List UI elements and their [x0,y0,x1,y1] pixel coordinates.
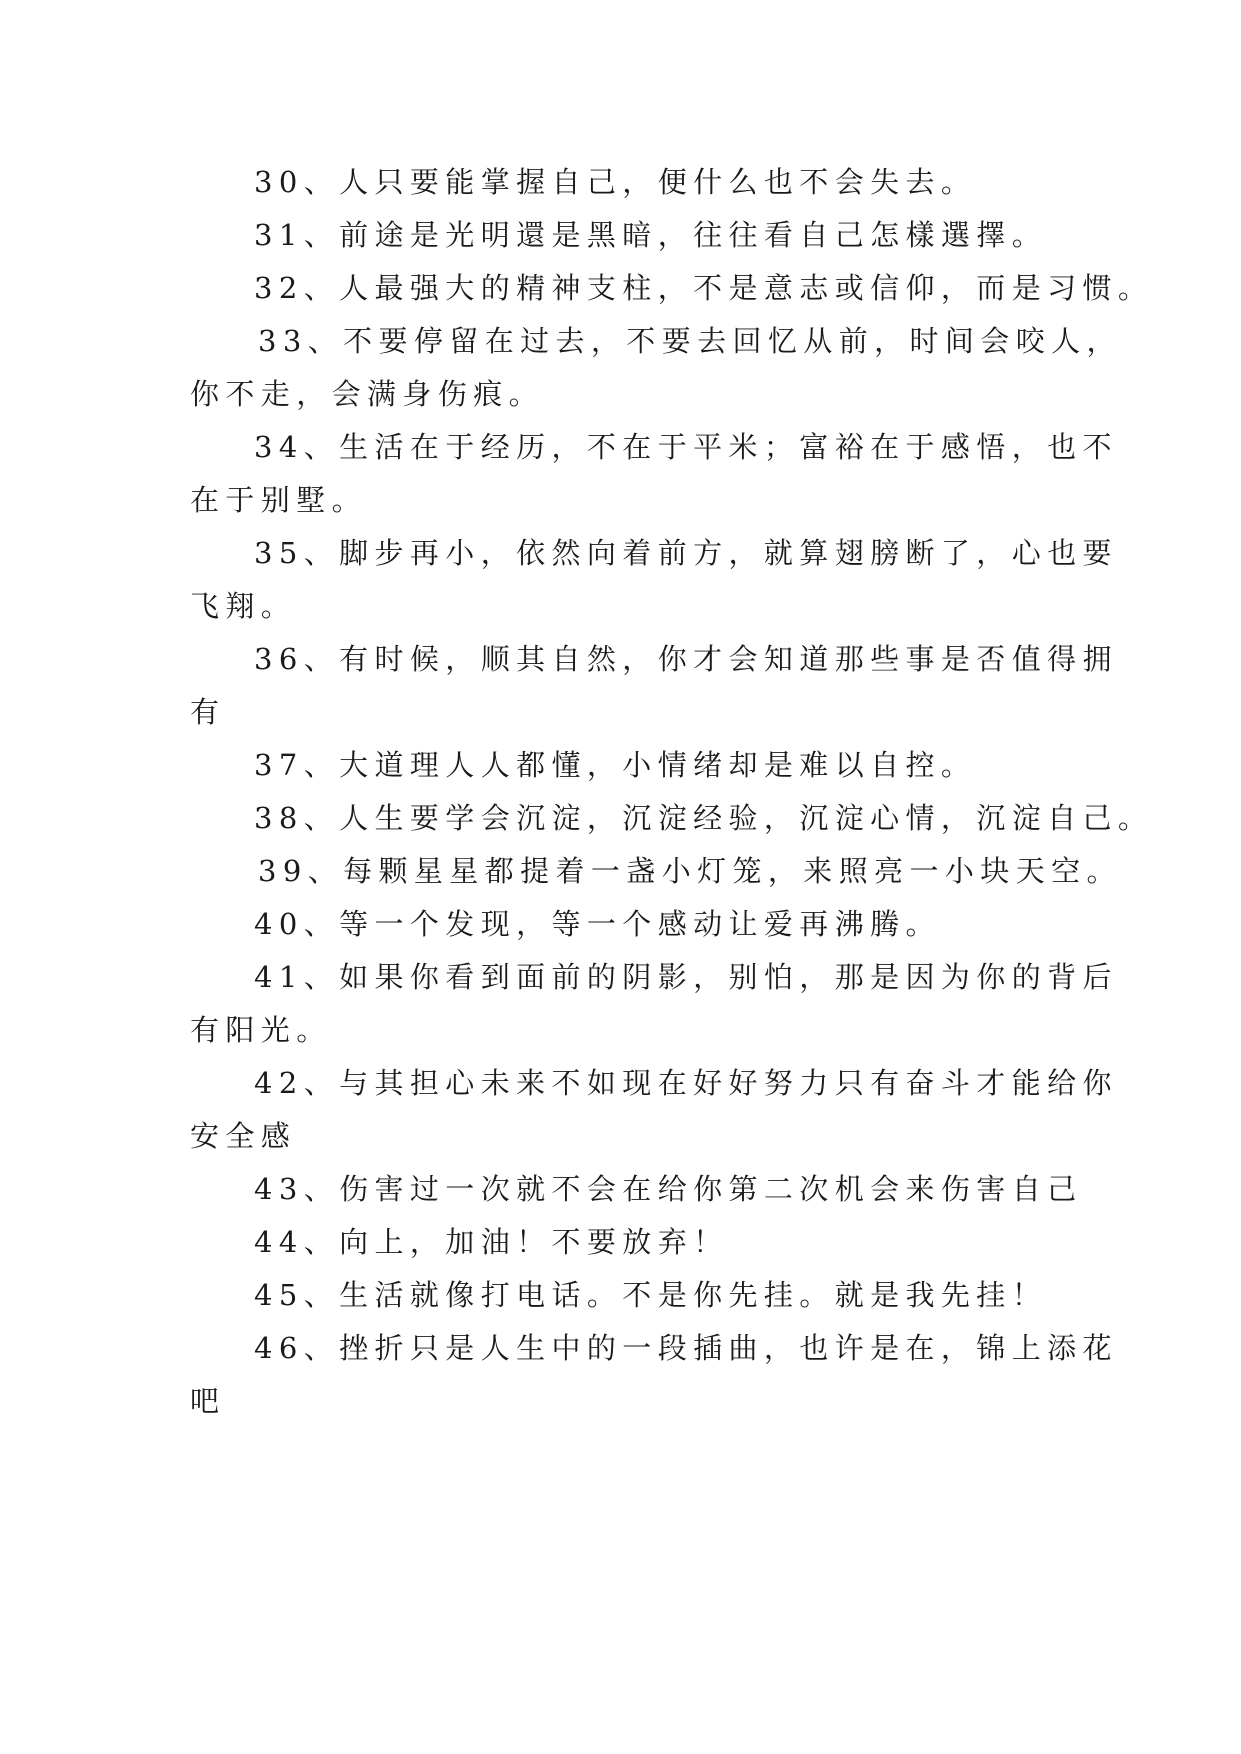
quote-40: 40、等一个发现，等一个感动让爱再沸腾。 [254,907,941,941]
quote-35-line-2: 飞翔。 [190,589,297,623]
quote-33-line-2: 你不走，会满身伤痕。 [190,377,545,411]
quote-43: 43、伤害过一次就不会在给你第二次机会来伤害自己 [254,1172,1083,1206]
quote-31: 31、前途是光明還是黑暗，往往看自己怎樣選擇。 [254,218,1048,252]
quote-42-line-2: 安全感 [190,1119,297,1153]
quote-41-line-1: 41、如果你看到面前的阴影，别怕，那是因为你的背后 [254,960,1118,994]
quote-36-line-2: 有 [190,695,226,729]
quote-46-line-1: 46、挫折只是人生中的一段插曲，也许是在，锦上添花 [254,1331,1118,1365]
quote-30: 30、人只要能掌握自己，便什么也不会失去。 [254,165,977,199]
quote-36-line-1: 36、有时候，顺其自然，你才会知道那些事是否值得拥 [254,642,1118,676]
quote-35-line-1: 35、脚步再小，依然向着前方，就算翅膀断了，心也要 [254,536,1118,570]
quote-46-line-2: 吧 [190,1384,226,1418]
quote-37: 37、大道理人人都懂，小情绪却是难以自控。 [254,748,977,782]
quote-41-line-2: 有阳光。 [190,1013,332,1047]
quote-33-line-1: 33、不要停留在过去，不要去回忆从前，时间会咬人， [258,324,1122,358]
quote-39: 39、每颗星星都提着一盏小灯笼，来照亮一小块天空。 [258,854,1122,888]
quote-32: 32、人最强大的精神支柱，不是意志或信仰，而是习惯。 [254,271,1154,305]
quote-44: 44、向上，加油！不要放弃！ [254,1225,729,1259]
quote-38: 38、人生要学会沉淀，沉淀经验，沉淀心情，沉淀自己。 [254,801,1154,835]
quote-45: 45、生活就像打电话。不是你先挂。就是我先挂！ [254,1278,1048,1312]
quote-34-line-2: 在于别墅。 [190,483,368,517]
quote-34-line-1: 34、生活在于经历，不在于平米；富裕在于感悟，也不 [254,430,1118,464]
quote-42-line-1: 42、与其担心未来不如现在好好努力只有奋斗才能给你 [254,1066,1118,1100]
